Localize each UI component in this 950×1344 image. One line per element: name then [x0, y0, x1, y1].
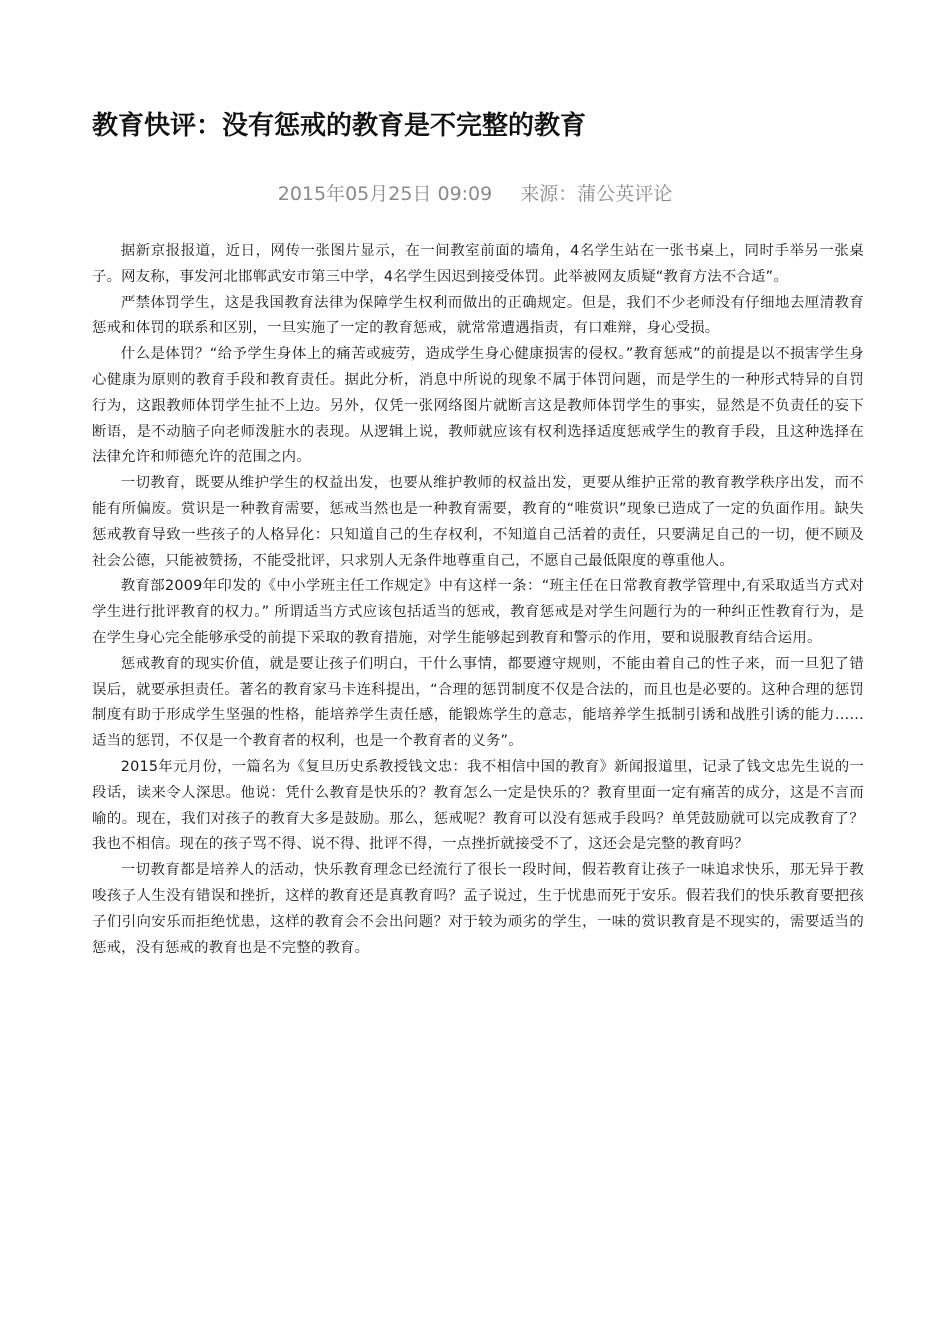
paragraph: 一切教育都是培养人的活动，快乐教育理念已经流行了很长一段时间，假若教育让孩子一味追求快乐，那无异于教唆孩子人生没有错误和挫折，这样的教育还是真教育吗？孟子说过，生于忧患而死于安乐。假若我们的快乐教育要把孩子们引向安乐而拒绝忧患，这样的教育会不会出问题？对于较为顽劣的学生，一味的赏识教育是不现实的，需要适当的惩戒，没有惩戒的教育也是不完整的教育。: [92, 862, 864, 956]
article-source: 来源：蒲公英评论: [520, 183, 673, 205]
publish-date: 2015年05月25日 09:09: [277, 183, 493, 205]
paragraph: 教育部2009年印发的《中小学班主任工作规定》中有这样一条：“班主任在日常教育教学管理中,有采取适当方式对学生进行批评教育的权力。” 所谓适当方式应该包括适当的惩戒，教育惩戒是对学生问题行为的一种纠正性教育行为，是在学生身心完全能够承受的前提下采取的教育措施，对学生能够起到教育和警示的作用，要和说服教育结合运用。: [92, 578, 864, 646]
paragraph: 什么是体罚？“给予学生身体上的痛苦或疲劳，造成学生身心健康损害的侵权。”教育惩戒”的前提是以不损害学生身心健康为原则的教育手段和教育责任。据此分析，消息中所说的现象不属于体罚问题，而是学生的一种形式特异的自罚行为，这跟教师体罚学生扯不上边。另外，仅凭一张网络图片就断言这是教师体罚学生的事实，显然是不负责任的妄下断语，是不动脑子向老师泼脏水的表现。从逻辑上说，教师就应该有权利选择适度惩戒学生的教育手段，且这种选择在法律允许和师德允许的范围之内。: [92, 346, 864, 466]
article-body: [92, 239, 864, 961]
article-meta: [0, 178, 950, 210]
paragraph: 一切教育，既要从维护学生的权益出发，也要从维护教师的权益出发，更要从维护正常的教育教学秩序出发，而不能有所偏废。赏识是一种教育需要，惩戒当然也是一种教育需要，教育的“唯赏识”现象已造成了一定的负面作用。缺失惩戒教育导致一些孩子的人格异化：只知道自己的生存权利，不知道自己活着的责任，只要满足自己的一切，便不顾及社会公德，只能被赞扬，不能受批评，只求别人无条件地尊重自己，不愿自己最低限度的尊重他人。: [92, 475, 864, 569]
paragraph: 严禁体罚学生，这是我国教育法律为保障学生权利而做出的正确规定。但是，我们不少老师没有仔细地去厘清教育惩戒和体罚的联系和区别，一旦实施了一定的教育惩戒，就常常遭遇指责，有口难辩，身心受损。: [92, 294, 864, 337]
paragraph: 惩戒教育的现实价值，就是要让孩子们明白，干什么事情，都要遵守规则，不能由着自己的性子来，而一旦犯了错误后，就要承担责任。著名的教育家马卡连科提出，“合理的惩罚制度不仅是合法的，而且也是必要的。这种合理的惩罚制度有助于形成学生坚强的性格，能培养学生责任感，能锻炼学生的意志，能培养学生抵制引诱和战胜引诱的能力……适当的惩罚，不仅是一个教育者的权利，也是一个教育者的义务”。: [92, 655, 864, 750]
article-title: 教育快评：没有惩戒的教育是不完整的教育: [92, 111, 587, 141]
paragraph: 据新京报报道，近日，网传一张图片显示，在一间教室前面的墙角，4名学生站在一张书桌上，同时手举另一张桌子。网友称，事发河北邯郸武安市第三中学，4名学生因迟到接受体罚。此举被网友质疑“教育方法不合适”。: [92, 243, 864, 285]
paragraph: 2015年元月份，一篇名为《复旦历史系教授钱文忠：我不相信中国的教育》新闻报道里，记录了钱文忠先生说的一段话，读来令人深思。他说：凭什么教育是快乐的？教育怎么一定是快乐的？教育里面一定有痛苦的成分，这是不言而喻的。现在，我们对孩子的教育大多是鼓励。那么，惩戒呢？教育可以没有惩戒手段吗？单凭鼓励就可以完成教育了？我也不相信。现在的孩子骂不得、说不得、批评不得，一点挫折就接受不了，这还会是完整的教育吗？: [92, 758, 864, 853]
